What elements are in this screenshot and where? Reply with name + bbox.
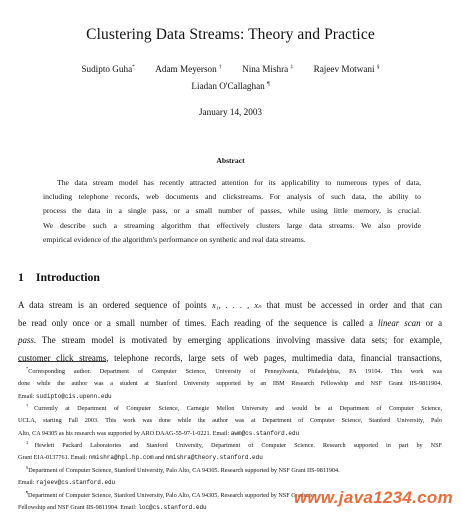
footnote-line (18, 363, 442, 378)
text-run: or a (425, 317, 443, 328)
text-run: Department of Computer Science, Stanford University, Palo Alto, CA 94305. Research supported by NSF Graduate (28, 492, 314, 500)
intro-line: customer click streams, telephone records, large sets of web pages, multimedia data, financial transactions, (18, 352, 442, 363)
email-link[interactable]: awm@cs.stanford.edu (230, 429, 300, 437)
text-run: Corresponding author. Department of Computer Science, University of Pennsylvania, Philadelphia, PA 19104. This work was (28, 368, 442, 376)
footnote (18, 400, 442, 440)
author-name: Sudipto Guha (81, 64, 133, 75)
abstract-body (43, 176, 421, 247)
emphasis: pass (18, 335, 34, 346)
abstract-line: including telephone records, web documents and clickstreams. For analysis of such data, the ability to (43, 192, 421, 202)
section-number: 1 (18, 270, 24, 284)
footnote-mark: * (26, 366, 29, 371)
text-run: Hewlett Packard Laboratories and Stanford University, Department of Computer Science. Research supported in part by NSF (34, 442, 442, 450)
emphasis: linear scan (378, 317, 421, 328)
abstract-line: empirical evidence of the algorithm's performance on synthetic and real data streams. (43, 234, 306, 244)
paper-title: Clustering Data Streams: Theory and Practice (86, 26, 375, 43)
footnote-line (18, 400, 442, 415)
watermark: www.java1234.com (293, 488, 453, 507)
section-title: Introduction (35, 270, 100, 284)
author (314, 64, 380, 74)
footnote-mark: ‡ (26, 440, 35, 445)
text-run: Department of Computer Science, Stanford University, Palo Alto, CA 94305. Research supported by NSF Grant IIS-9811904. (28, 467, 340, 475)
abstract-heading: Abstract (216, 156, 245, 165)
abstract-line: We describe such a streaming algorithm that effectively clusters large data streams. We also provide (43, 220, 421, 230)
author-mark: ¶ (267, 81, 270, 87)
author-name: Liadan O'Callaghan (191, 81, 265, 92)
text-run: Grant EIA-0137761. Email: (18, 454, 89, 462)
footnote (18, 437, 442, 465)
footnote-line (18, 462, 442, 477)
author-name: Nina Mishra (242, 64, 289, 75)
intro-line (18, 297, 442, 315)
intro-paragraph (18, 297, 442, 367)
footnote-rule (18, 361, 106, 362)
author (242, 64, 293, 74)
text-run: that must be accessed in order and that can (266, 300, 443, 310)
email-link[interactable]: nmishra@theory.stanford.edu (165, 454, 263, 462)
text-run: Email: (18, 479, 37, 487)
author-list (0, 64, 461, 74)
author-name: Rajeev Motwani (313, 64, 375, 75)
abstract-line: The data stream model has recently attracted attention for its applicability to numerous types of data, (57, 178, 421, 187)
paper-date: January 14, 2003 (198, 107, 263, 117)
email-link[interactable]: sudipto@cis.upenn.edu (36, 392, 112, 400)
text-run: Email: (18, 392, 37, 400)
footnote-line: done while the author was a student at Stanford University supported by an IBM Research Fellowship and NSF Grant IIS-9811904. (18, 380, 442, 388)
author-last (0, 81, 461, 91)
author (155, 64, 222, 74)
footnote-mark: § (26, 465, 29, 470)
section-heading (18, 270, 100, 285)
author-name: Adam Meyerson (155, 64, 217, 75)
text-run: . The stream model is motivated by emerging applications involving massive data sets; for example, (33, 335, 442, 346)
text-run: Alto, CA 94305 as his research was supported by ARO DAAG-55-97-1-0221. Email: (18, 429, 231, 437)
author-mark: ‡ (290, 64, 294, 70)
intro-line (18, 332, 442, 350)
abstract-line: process the data in a single pass, or a small number of passes, while using little memory, is crucial. (43, 206, 421, 216)
text-run: A data stream is an ordered sequence of points (18, 300, 207, 310)
email-link[interactable]: rajeev@cs.stanford.edu (36, 479, 116, 487)
text-run: be read only once or a small number of times. Each reading of the sequence is called a (18, 317, 373, 328)
footnote (18, 462, 442, 490)
author-mark: * (132, 64, 135, 70)
email-link[interactable]: loc@cs.stanford.edu (138, 504, 207, 512)
author-mark: † (219, 64, 222, 70)
author-mark: § (376, 64, 380, 70)
math-inline: x₁, . . . , xₙ (211, 301, 262, 310)
text-run: Currently at Department of Computer Science, Carnegie Mellon University and would be at Department of Computer Science, (34, 405, 442, 413)
email-link[interactable]: nmishra@hpl.hp.com (88, 454, 154, 462)
intro-line (18, 315, 442, 333)
footnote (18, 363, 442, 403)
footnote-line: UCLA, starting Fall 2003. This work was done while the author was at Department of Computer Science, Stanford University, Palo (18, 417, 442, 425)
footnote-line (18, 437, 442, 452)
text-run: and (153, 454, 166, 462)
footnote-mark: ¶ (26, 490, 28, 495)
author (81, 64, 135, 74)
text-run: Fellowship and NSF Grant IIS-9811904. Email: (18, 504, 139, 512)
footnote-mark: † (26, 403, 35, 408)
